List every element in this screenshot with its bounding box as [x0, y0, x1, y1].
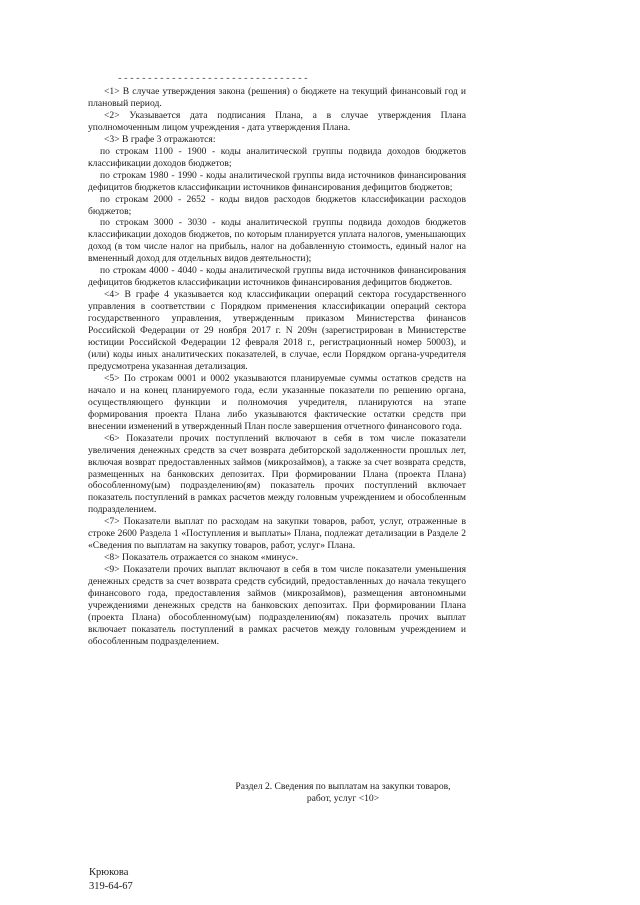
executor-name: Крюкова	[89, 867, 129, 878]
footnotes	[88, 86, 466, 648]
footnote-6: <6> Показатели прочих поступлений включают в себя в том числе показатели увеличения денежных средств за счет возврата дебиторской задолженности прошлых лет, включая возврат предоставленных займов (микрозаймов), а также за счет возврата средств, размещенных на банковских депозитах. При формировании Плана (проекта Плана) обособленному(ым) подразделению(ям) показатель прочих поступлений включает показатель поступлений в рамках расчетов между головным учреждением и обособленным подразделением.	[88, 432, 466, 516]
executor-phone: 319-64-67	[89, 880, 133, 892]
footnote-3-item: по строкам 1980 - 1990 - коды аналитической группы вида источников финансирования дефицитов бюджетов классификации источников финансирования дефицитов бюджетов;	[88, 169, 466, 193]
section-heading-line-1: Раздел 2. Сведения по выплатам на закупки товаров,	[235, 781, 451, 792]
footnote-4: <4> В графе 4 указывается код классификации операций сектора государственного управления в соответствии с Порядком применения классификации операций сектора государственного управления, утвержденным приказом Министерства финансов Российской Федерации от 29 ноября 2017 г. N 209н (зарегистрирован в Министерстве юстиции Российской Федерации 12 февраля 2018 г., регистрационный номер 50003), и (или) коды иных аналитических показателей, в случае, если Порядком органа-учредителя предусмотрена указанная детализация.	[88, 289, 466, 372]
footnote-separator: --------------------------------	[117, 73, 310, 84]
footnote-3-item: по строкам 3000 - 3030 - коды аналитической группы подвида доходов бюджетов классификации доходов бюджетов, по которым планируется уплата налогов, уменьшающих доход (в том числе налог на прибыль, налог на добавленную стоимость, единый налог на вмененный доход для отдельных видов деятельности);	[88, 217, 466, 265]
footnote-3-item: по строкам 1100 - 1900 - коды аналитической группы подвида доходов бюджетов классификации доходов бюджетов;	[88, 145, 466, 169]
footnote-5: <5> По строкам 0001 и 0002 указываются планируемые суммы остатков средств на начало и на конец планируемого года, если указанные показатели по решению органа, осуществляющего функции и полномочия учредителя, планируются на этапе формирования проекта Плана либо указываются фактические остатки средств при внесении изменений в утвержденный План после завершения отчетного финансового года.	[88, 372, 466, 432]
footnote-7: <7> Показатели выплат по расходам на закупки товаров, работ, услуг, отраженные в строке 2600 Раздела 1 «Поступления и выплаты» Плана, подлежат детализации в Разделе 2 «Сведения по выплатам на закупку товаров, работ, услуг» Плана.	[88, 516, 466, 552]
footnote-8: <8> Показатель отражается со знаком «минус».	[104, 552, 299, 564]
section-heading-line-2: работ, услуг <10>	[306, 793, 380, 804]
footnote-9: <9> Показатели прочих выплат включают в себя в том числе показатели уменьшения денежных средств за счет возврата средств субсидий, предоставленных до начала текущего финансового года, предоставления займов (микрозаймов), размещения автономными учреждениями денежных средств на банковских депозитах. При формировании Плана (проекта Плана) обособленному(ым) подразделению(ям) показатель прочих выплат включает показатель поступлений в рамках расчетов между головным учреждением и обособленным подразделением.	[88, 564, 466, 647]
section-heading	[214, 781, 472, 805]
footnote-2: <2> Указывается дата подписания Плана, а в случае утверждения Плана уполномоченным лицом учреждения - дата утверждения Плана.	[88, 109, 466, 133]
footnote-1: <1> В случае утверждения закона (решения) о бюджете на текущий финансовый год и плановый период.	[88, 86, 466, 109]
executor-block	[89, 866, 133, 893]
footnote-3-item: по строкам 2000 - 2652 - коды видов расходов бюджетов классификации расходов бюджетов;	[88, 193, 466, 217]
footnote-3-item: по строкам 4000 - 4040 - коды аналитической группы вида источников финансирования дефицитов бюджетов классификации источников финансирования дефицитов бюджетов.	[88, 265, 466, 289]
footnote-3: <3> В графе 3 отражаются:	[104, 133, 216, 145]
